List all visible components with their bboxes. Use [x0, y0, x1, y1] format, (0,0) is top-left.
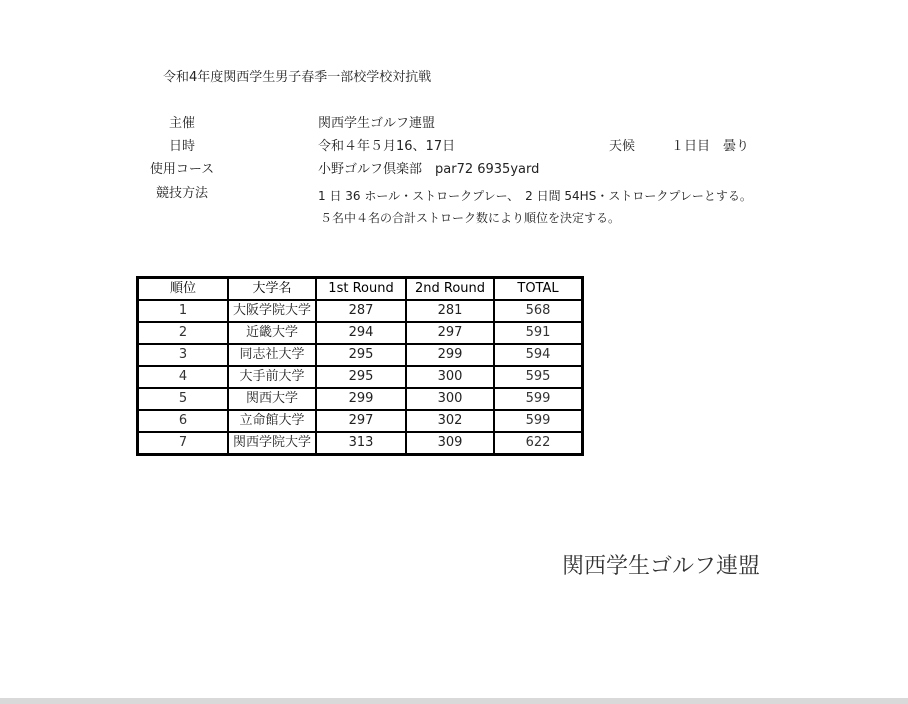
university-cell: 大手前大学: [228, 366, 316, 388]
table-row: [138, 300, 583, 322]
header-university: 大学名: [228, 278, 316, 301]
round2-cell: 302: [406, 410, 494, 432]
round2-cell: 299: [406, 344, 494, 366]
rank-cell: 3: [138, 344, 229, 366]
course-label: 使用コース: [149, 162, 215, 177]
round1-cell: 287: [316, 300, 406, 322]
header-total: TOTAL: [494, 278, 583, 301]
table-row: [138, 344, 583, 366]
round2-cell: 300: [406, 366, 494, 388]
round1-cell: 297: [316, 410, 406, 432]
total-cell: 595: [494, 366, 583, 388]
weather-value: １日目 曇り: [671, 139, 750, 154]
university-cell: 近畿大学: [228, 322, 316, 344]
round2-cell: 297: [406, 322, 494, 344]
round2-cell: 281: [406, 300, 494, 322]
university-cell: 同志社大学: [228, 344, 316, 366]
university-cell: 大阪学院大学: [228, 300, 316, 322]
rank-cell: 6: [138, 410, 229, 432]
method-label: 競技方法: [155, 186, 208, 201]
rank-cell: 7: [138, 432, 229, 455]
round1-cell: 299: [316, 388, 406, 410]
university-cell: 関西学院大学: [228, 432, 316, 455]
table-row: [138, 366, 583, 388]
round2-cell: 300: [406, 388, 494, 410]
course-value: 小野ゴルフ倶楽部 par72 6935yard: [318, 162, 540, 177]
results-table: [136, 276, 584, 456]
round1-cell: 295: [316, 344, 406, 366]
header-round1: 1st Round: [316, 278, 406, 301]
organization-signature: 関西学生ゴルフ連盟: [562, 554, 761, 579]
table-row: [138, 322, 583, 344]
rank-cell: 4: [138, 366, 229, 388]
date-label: 日時: [168, 139, 195, 154]
page-bottom-edge: [0, 698, 908, 704]
weather-label: 天候: [609, 139, 636, 154]
document-title: 令和4年度関西学生男子春季一部校学校対抗戦: [163, 70, 432, 85]
date-value: 令和４年５月16、17日: [318, 139, 456, 154]
table-row: [138, 410, 583, 432]
total-cell: 594: [494, 344, 583, 366]
table-header-row: [138, 278, 583, 301]
organizer-label: 主催: [168, 116, 195, 131]
round1-cell: 294: [316, 322, 406, 344]
total-cell: 591: [494, 322, 583, 344]
rank-cell: 5: [138, 388, 229, 410]
total-cell: 599: [494, 388, 583, 410]
rank-cell: 1: [138, 300, 229, 322]
total-cell: 622: [494, 432, 583, 455]
university-cell: 立命館大学: [228, 410, 316, 432]
table-row: [138, 432, 583, 455]
header-rank: 順位: [138, 278, 229, 301]
round1-cell: 313: [316, 432, 406, 455]
table-row: [138, 388, 583, 410]
organizer-value: 関西学生ゴルフ連盟: [318, 116, 436, 131]
round1-cell: 295: [316, 366, 406, 388]
university-cell: 関西大学: [228, 388, 316, 410]
method-value: 1 日 36 ホール・ストロークプレー、 2 日間 54HS・ストロークプレーとする。: [318, 189, 752, 203]
method-note: ５名中４名の合計ストローク数により順位を決定する。: [320, 211, 621, 225]
header-round2: 2nd Round: [406, 278, 494, 301]
round2-cell: 309: [406, 432, 494, 455]
rank-cell: 2: [138, 322, 229, 344]
total-cell: 568: [494, 300, 583, 322]
total-cell: 599: [494, 410, 583, 432]
